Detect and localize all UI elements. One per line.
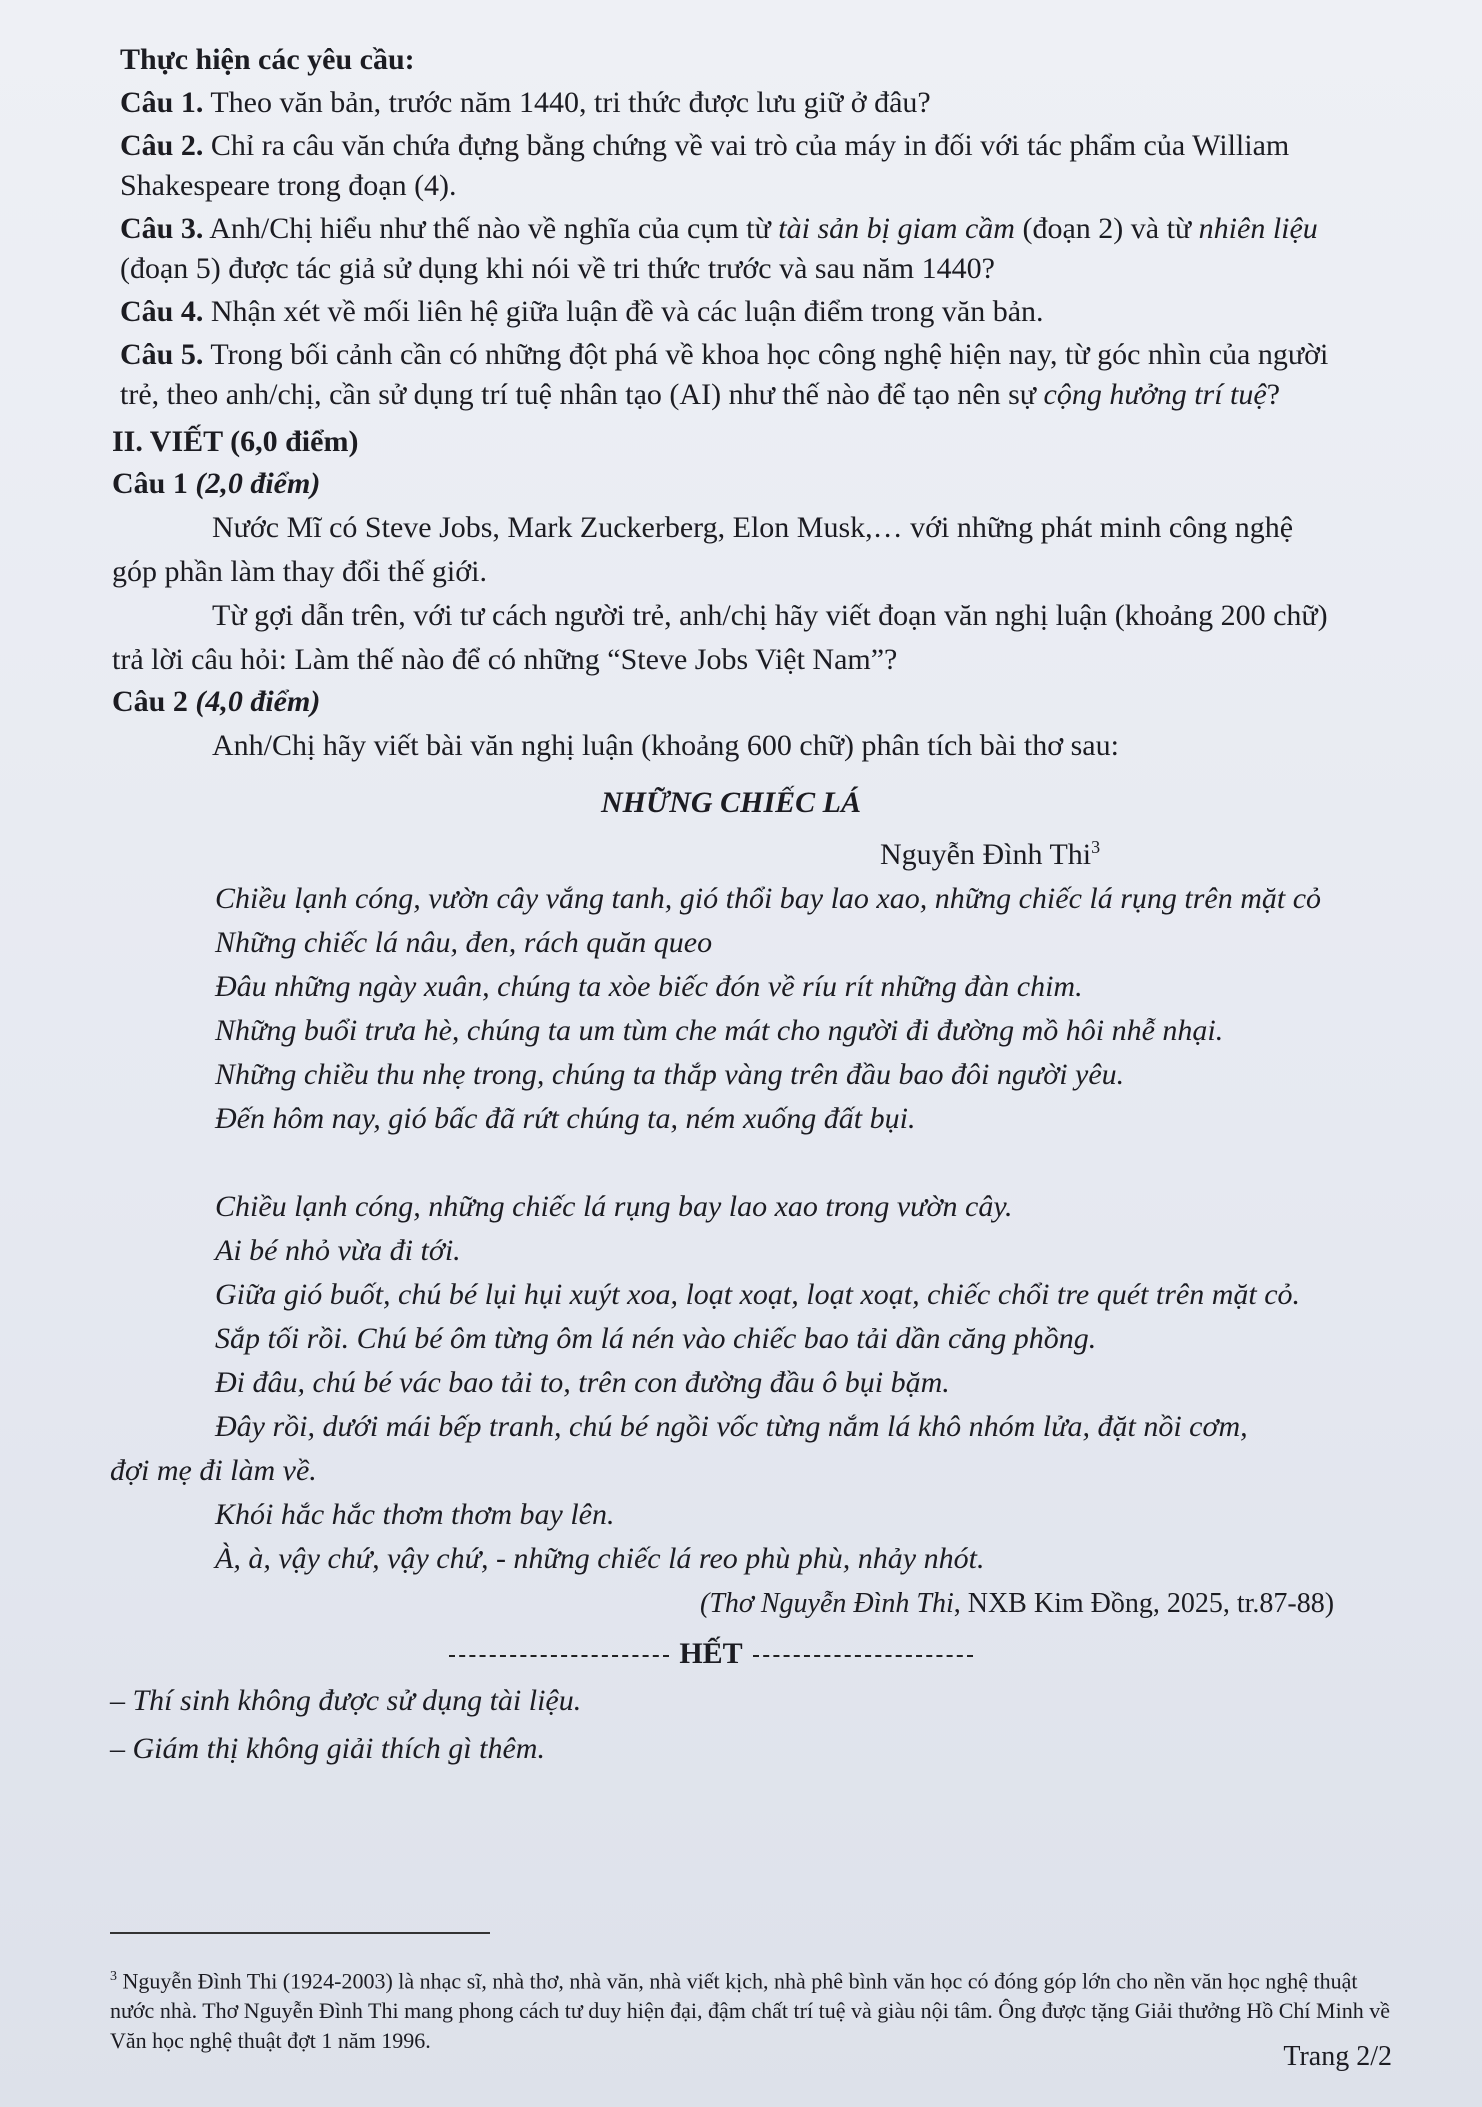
question-2 <box>120 126 1422 166</box>
question-number: Câu 5. <box>120 338 204 371</box>
writing-section-title: II. VIẾT (6,0 điểm) <box>112 425 359 458</box>
writing-q1-line: góp phần làm thay đổi thế giới. <box>112 555 487 588</box>
question-number: Câu 3. <box>120 212 204 245</box>
question-label: Câu 2 <box>112 685 196 718</box>
writing-question-2-title <box>112 681 1422 723</box>
question-text: trẻ, theo anh/chị, cần sử dụng trí tuệ nhân tạo (AI) như thế nào để tạo nên sự <box>120 378 1044 411</box>
footnote-mark: 3 <box>1091 837 1101 857</box>
page-number: Trang 2/2 <box>1283 2041 1392 2072</box>
poem-verse: đợi mẹ đi làm về. <box>110 1454 317 1487</box>
poem-source <box>120 1583 1422 1625</box>
footnote <box>110 1962 1400 2056</box>
quoted-phrase: tài sản bị giam cầm <box>778 212 1015 245</box>
writing-question-1-title <box>112 463 1422 505</box>
divider <box>449 1655 669 1657</box>
question-4 <box>120 292 1422 332</box>
author-name: Nguyễn Đình Thi <box>880 838 1092 871</box>
question-3 <box>120 209 1422 249</box>
poem-title: NHỮNG CHIẾC LÁ <box>601 786 861 819</box>
poem-verse: Những chiều thu nhẹ trong, chúng ta thắp vàng trên đầu bao đôi người yêu. <box>215 1058 1125 1091</box>
stanza-gap <box>215 1141 1422 1185</box>
poem-verse: À, à, vậy chứ, vậy chứ, - những chiếc lá reo phù phù, nhảy nhót. <box>215 1542 985 1575</box>
poem-verse: Sắp tối rồi. Chú bé ôm từng ôm lá nén vào chiếc bao tải dần căng phồng. <box>215 1322 1097 1355</box>
writing-q2-prompt: Anh/Chị hãy viết bài văn nghị luận (khoảng 600 chữ) phân tích bài thơ sau: <box>212 729 1119 762</box>
question-number: Câu 2. <box>120 129 204 162</box>
question-text: Anh/Chị hiểu như thế nào về nghĩa của cụm từ <box>203 212 779 245</box>
question-text: ? <box>1266 378 1281 411</box>
question-text: Nhận xét về mối liên hệ giữa luận đề và các luận điểm trong văn bản. <box>203 295 1044 328</box>
exam-note: – Thí sinh không được sử dụng tài liệu. <box>110 1684 582 1717</box>
question-text: Trong bối cảnh cần có những đột phá về khoa học công nghệ hiện nay, từ góc nhìn của người <box>203 338 1329 371</box>
footnote-divider <box>110 1932 490 1934</box>
poem-verse: Giữa gió buốt, chú bé lụi hụi xuýt xoa, loạt xoạt, loạt xoạt, chiếc chổi tre quét trên mặt cỏ. <box>215 1278 1301 1311</box>
poem-verse: Những buổi trưa hè, chúng ta um tùm che mát cho người đi đường mồ hôi nhễ nhại. <box>215 1014 1224 1047</box>
poem-verse: Đâu những ngày xuân, chúng ta xòe biếc đón về ríu rít những đàn chim. <box>215 970 1083 1003</box>
footnote-text: Nguyễn Đình Thi (1924-2003) là nhạc sĩ, nhà thơ, nhà văn, nhà viết kịch, nhà phê bình văn học có đóng góp lớn cho nền văn học nghệ thuật nước nhà. Thơ Nguyễn Đình Thi mang phong cách tư duy hiện đại, đậm chất trí tuệ và giàu nội tâm. Ông được tặng Giải thưởng Hồ Chí Minh về Văn học nghệ thuật đợt 1 năm 1996. <box>110 1968 1390 2054</box>
question-text: Chỉ ra câu văn chứa đựng bằng chứng về vai trò của máy in đối với tác phẩm của William <box>203 129 1290 162</box>
question-number: Câu 1. <box>120 86 204 119</box>
poem-verse: Đi đâu, chú bé vác bao tải to, trên con đường đầu ô bụi bặm. <box>215 1366 950 1399</box>
poem-body <box>110 877 1422 1581</box>
poem-verse: Chiều lạnh cóng, những chiếc lá rụng bay lao xao trong vườn cây. <box>215 1190 1013 1223</box>
footnote-mark: 3 <box>110 1969 117 1984</box>
poem-verse: Chiều lạnh cóng, vườn cây vắng tanh, gió thổi bay lao xao, những chiếc lá rụng trên mặt cỏ <box>215 882 1322 915</box>
writing-q1-line: trả lời câu hỏi: Làm thế nào để có những “Steve Jobs Việt Nam”? <box>112 643 898 676</box>
poem-verse: Ai bé nhỏ vừa đi tới. <box>215 1234 461 1267</box>
divider <box>753 1655 973 1657</box>
end-mark <box>120 1631 1422 1677</box>
question-text: Theo văn bản, trước năm 1440, tri thức được lưu giữ ở đâu? <box>203 86 931 119</box>
poem-verse: Khói hắc hắc thơm thơm bay lên. <box>215 1498 615 1531</box>
writing-q1-line: Nước Mĩ có Steve Jobs, Mark Zuckerberg, Elon Musk,… với những phát minh công nghệ <box>212 511 1294 544</box>
question-5-continuation <box>120 375 1422 415</box>
quoted-phrase: cộng hưởng trí tuệ <box>1043 378 1267 411</box>
writing-q1-line: Từ gợi dẫn trên, với tư cách người trẻ, anh/chị hãy viết đoạn văn nghị luận (khoảng 200 chữ) <box>212 599 1328 632</box>
requirements-heading: Thực hiện các yêu cầu: <box>120 43 415 76</box>
poem-verse: Đây rồi, dưới mái bếp tranh, chú bé ngồi vốc từng nắm lá khô nhóm lửa, đặt nồi cơm, <box>215 1410 1248 1443</box>
question-5 <box>120 335 1422 375</box>
quoted-word: nhiên liệu <box>1198 212 1318 245</box>
question-3-continuation: (đoạn 5) được tác giả sử dụng khi nói về tri thức trước và sau năm 1440? <box>120 252 995 285</box>
question-1 <box>120 83 1422 123</box>
exam-note: – Giám thị không giải thích gì thêm. <box>110 1732 545 1765</box>
question-label: Câu 1 <box>112 467 196 500</box>
source-publisher: , NXB Kim Đồng, 2025, tr.87-88) <box>953 1588 1335 1619</box>
question-2-continuation: Shakespeare trong đoạn (4). <box>120 169 457 202</box>
question-points: (4,0 điểm) <box>195 685 321 718</box>
question-text: (đoạn 2) và từ <box>1014 212 1199 245</box>
poem-author <box>120 825 1422 877</box>
poem-verse: Những chiếc lá nâu, đen, rách quăn queo <box>215 926 713 959</box>
question-number: Câu 4. <box>120 295 204 328</box>
end-label: HẾT <box>679 1637 743 1670</box>
poem-verse: Đến hôm nay, gió bấc đã rứt chúng ta, ném xuống đất bụi. <box>215 1102 916 1135</box>
question-points: (2,0 điểm) <box>195 467 321 500</box>
source-title: (Thơ Nguyễn Đình Thi <box>700 1588 954 1619</box>
